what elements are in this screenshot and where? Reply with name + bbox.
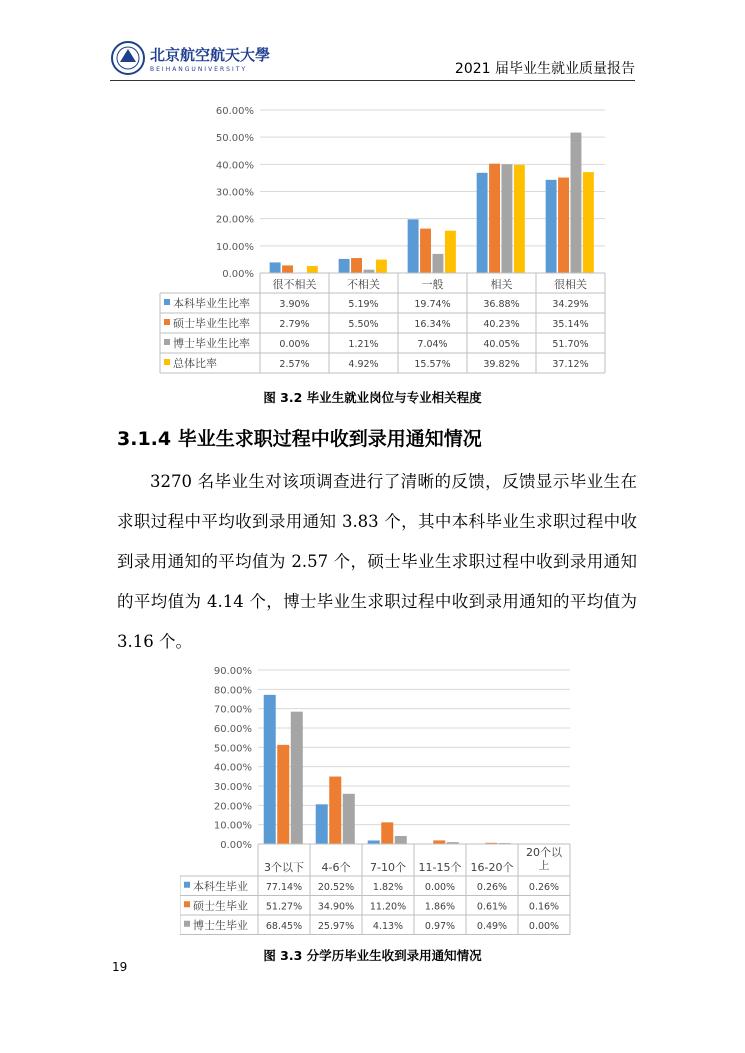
- data-label: 19.74%: [414, 299, 451, 310]
- x-category-label: 7-10个: [370, 861, 406, 874]
- bar: [395, 836, 407, 844]
- bar: [351, 258, 362, 273]
- bar: [477, 173, 488, 273]
- data-label: 16.34%: [414, 319, 451, 330]
- legend-swatch: [184, 921, 190, 927]
- paragraph-text: 3270 名毕业生对该项调查进行了清晰的反馈，反馈显示毕业生在求职过程中平均收到录用通知 3.83 个，其中本科毕业生求职过程中收到录用通知的平均值为 2.57 个，硕士毕业生求职过程中收到录用通知的平均值为 4.14 个，博士毕业生求职过程中收到录用通知的平均值为 3.16 个。: [117, 472, 637, 651]
- page-number: 19: [112, 960, 128, 974]
- data-label: 20.52%: [317, 881, 355, 893]
- bar: [282, 265, 293, 273]
- bar: [583, 172, 594, 273]
- bar: [514, 165, 525, 273]
- data-label: 15.57%: [414, 359, 451, 370]
- figure-3-2-caption: 图 3.2 毕业生就业岗位与专业相关程度: [263, 390, 482, 405]
- chart-offer-counts: [180, 660, 580, 945]
- data-label: 1.21%: [348, 339, 379, 350]
- y-tick-label: 10.00%: [215, 241, 254, 253]
- data-label: 51.70%: [552, 339, 589, 350]
- bar: [339, 259, 350, 273]
- bar: [558, 178, 569, 273]
- legend-series-name: 博士生毕业: [193, 918, 248, 932]
- legend-swatch: [164, 299, 170, 305]
- x-category-label: 一般: [421, 278, 444, 291]
- bar: [420, 229, 431, 273]
- data-label: 0.00%: [424, 881, 456, 893]
- y-tick-label: 10.00%: [213, 820, 252, 832]
- bar: [291, 712, 303, 844]
- data-label: 2.79%: [279, 319, 310, 330]
- logo-subtext: BEIHANGUNIVERSITY: [150, 66, 248, 73]
- bar: [433, 254, 444, 273]
- y-tick-label: 20.00%: [215, 214, 254, 226]
- data-label: 1.86%: [424, 901, 456, 913]
- y-tick-label: 50.00%: [215, 133, 254, 145]
- data-label: 0.00%: [279, 339, 310, 350]
- data-label: 0.16%: [528, 901, 560, 913]
- y-tick-label: 0.00%: [222, 269, 254, 280]
- data-label: 7.04%: [417, 339, 448, 350]
- data-label: 0.26%: [476, 881, 508, 893]
- bar: [445, 231, 456, 273]
- bar: [264, 695, 276, 844]
- data-label: 36.88%: [483, 299, 520, 310]
- legend-series-name: 本科生毕业: [193, 879, 248, 893]
- data-label: 40.05%: [483, 339, 520, 350]
- legend-swatch: [164, 359, 170, 365]
- data-label: 0.00%: [528, 920, 560, 932]
- y-tick-label: 60.00%: [213, 724, 252, 735]
- y-tick-label: 20.00%: [213, 801, 252, 813]
- x-category-label: 20个以上: [526, 846, 562, 872]
- y-tick-label: 90.00%: [213, 666, 252, 677]
- data-label: 2.57%: [279, 359, 310, 370]
- data-label: 0.61%: [476, 901, 508, 913]
- x-category-label: 11-15个: [418, 861, 462, 874]
- bar: [408, 219, 419, 273]
- data-label: 34.90%: [317, 901, 355, 913]
- bar: [571, 133, 582, 273]
- bar: [502, 164, 513, 273]
- bar: [376, 260, 387, 273]
- data-label: 4.92%: [348, 359, 379, 370]
- data-label: 5.19%: [348, 299, 379, 310]
- legend-series-name: 博士毕业生比率: [173, 337, 250, 350]
- data-label: 77.14%: [265, 881, 303, 893]
- y-tick-label: 60.00%: [215, 106, 254, 117]
- x-category-label: 很不相关: [272, 278, 317, 291]
- data-label: 0.26%: [528, 881, 560, 893]
- data-label: 39.82%: [483, 359, 520, 370]
- bar: [329, 777, 341, 844]
- y-tick-label: 80.00%: [213, 685, 252, 697]
- y-tick-label: 40.00%: [213, 762, 252, 774]
- y-tick-label: 30.00%: [213, 782, 252, 793]
- y-tick-label: 50.00%: [213, 743, 252, 755]
- y-tick-label: 30.00%: [215, 187, 254, 199]
- data-label: 11.20%: [369, 901, 407, 913]
- bar: [368, 840, 380, 844]
- data-label: 34.29%: [552, 299, 589, 310]
- university-logo: [110, 40, 280, 76]
- data-label: 68.45%: [265, 920, 303, 932]
- bar: [343, 794, 355, 844]
- legend-series-name: 硕士毕业生比率: [173, 317, 250, 330]
- legend-series-name: 总体比率: [173, 357, 217, 370]
- data-label: 40.23%: [483, 319, 520, 330]
- section-title: 3.1.4 毕业生求职过程中收到录用通知情况: [117, 428, 482, 450]
- legend-series-name: 硕士生毕业: [193, 899, 248, 913]
- x-category-label: 4-6个: [321, 861, 351, 874]
- x-category-label: 16-20个: [470, 861, 514, 874]
- data-label: 51.27%: [265, 901, 303, 913]
- chart-job-relevance: [140, 100, 610, 380]
- bar: [277, 745, 289, 844]
- data-label: 1.82%: [372, 881, 404, 893]
- header-divider: [110, 80, 635, 81]
- report-title: 2021 届毕业生就业质量报告: [454, 61, 635, 77]
- bar: [489, 164, 500, 273]
- data-label: 35.14%: [552, 319, 589, 330]
- legend-swatch: [164, 339, 170, 345]
- bar: [270, 262, 281, 273]
- legend-swatch: [184, 882, 190, 888]
- bar: [381, 822, 393, 844]
- y-tick-label: 70.00%: [213, 704, 252, 716]
- data-label: 0.49%: [476, 920, 508, 932]
- x-category-label: 不相关: [347, 278, 380, 291]
- legend-series-name: 本科毕业生比率: [173, 297, 250, 310]
- bar: [316, 804, 328, 844]
- data-label: 0.97%: [424, 920, 456, 932]
- body-paragraph: [117, 462, 637, 662]
- y-tick-label: 40.00%: [215, 160, 254, 172]
- legend-swatch: [184, 901, 190, 907]
- data-label: 4.13%: [372, 920, 404, 932]
- figure-3-3-caption: 图 3.3 分学历毕业生收到录用通知情况: [263, 948, 482, 963]
- x-category-label: 很相关: [554, 278, 587, 291]
- bar: [546, 180, 557, 273]
- legend-swatch: [164, 319, 170, 325]
- x-category-label: 3个以下: [264, 861, 304, 874]
- data-label: 25.97%: [317, 920, 355, 932]
- y-tick-label: 0.00%: [220, 840, 252, 851]
- data-label: 5.50%: [348, 319, 379, 330]
- logo-text: 北京航空航天大學: [150, 46, 271, 64]
- bar: [433, 840, 445, 844]
- data-label: 37.12%: [552, 359, 589, 370]
- x-category-label: 相关: [490, 278, 513, 291]
- data-label: 3.90%: [279, 299, 310, 310]
- bar: [307, 266, 318, 273]
